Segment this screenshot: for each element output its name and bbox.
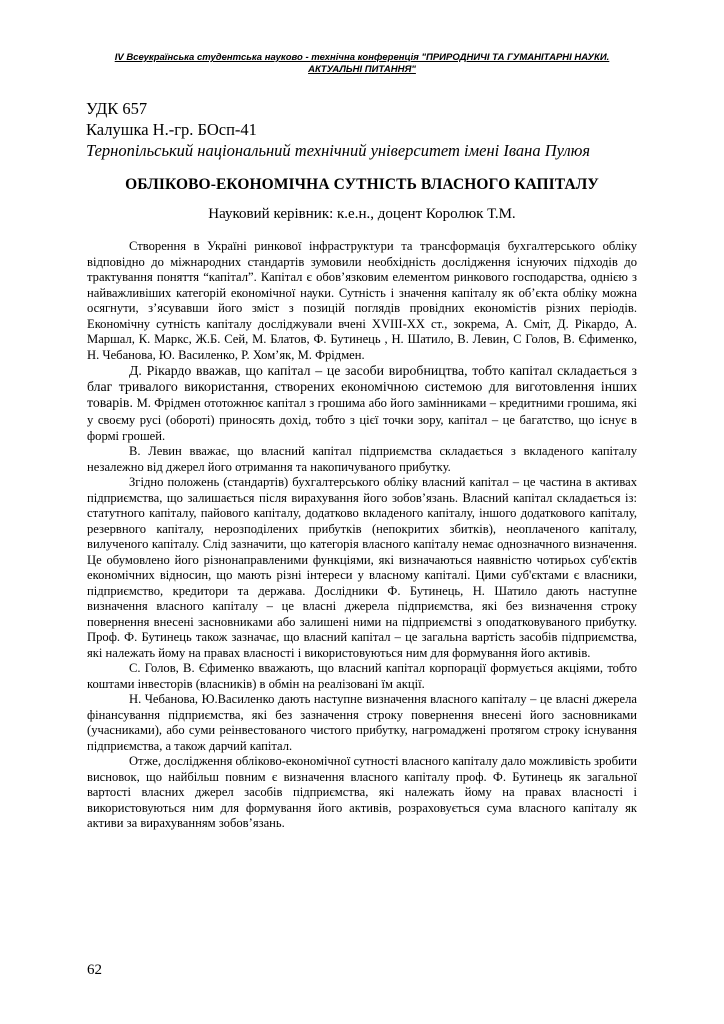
paragraph: Створення в Україні ринкової інфраструктури та трансформація бухгалтерського обліку відповідно до міжнародних стандартів зумовили необхідність дослідження існуючих підходів до трактування поняття “капітал”. Капітал є обов’язковим елементом ринкового господарства, однією з найважливіших категорій економічної науки. Сутність і значення капіталу як об’єкта обліку можна осягнути, з’ясувавши його зміст з позицій поглядів провідних економістів різних періодів. Економічну сутність капіталу досліджували вчені XVIII-XX ст., зокрема, А. Сміт, Д. Рікардо, А. Маршал, К. Маркс, Ж.Б. Сей, М. Блатов, Ф. Бутинець , Н. Шатило, В. Левин, С Голов, В. Єфименко, Н. Чебанова, Ю. Василенко, Р. Хом’як, М. Фрідмен.: [87, 239, 637, 362]
conference-header-line-1: IV Всеукраїнська студентська науково - технічна конференція "ПРИРОДНИЧІ ТА ГУМАНІТАРНІ НАУКИ.: [114, 52, 610, 63]
paragraph: Отже, дослідження обліково-економічної сутності власного капіталу дало можливість зробити висновок, що найбільш повним є визначення власного капіталу проф. Ф. Бутинець як загальної вартості власних джерел засобів підприємства, які належать йому на правах власності і використовуються ним для формування його активів, розраховується сума власного капіталу як активи за вирахуванням зобов’язань.: [87, 754, 637, 831]
paragraph-sentence: М. Фрідмен ототожнює капітал з грошима або його замінниками – кредитними грошима, які у своєму русі (обороті) приносять дохід, тобто з цієї точки зору, капітал – це багатство, що існує в формі грошей.: [87, 396, 637, 443]
article-meta: [86, 98, 646, 161]
paragraph: Н. Чебанова, Ю.Василенко дають наступне визначення власного капіталу – це власні джерела фінансування підприємства, які без зазначення строку повернення внесені його засновниками (учасниками), або суми реінвестованого чистого прибутку, нагромаджені протягом строку існування підприємства, а також дарчий капітал.: [87, 692, 637, 753]
conference-header: [96, 52, 628, 76]
article-body: [87, 239, 637, 832]
author-line: Калушка Н.-гр. БОсп-41: [86, 120, 257, 139]
scientific-advisor: Науковий керівник: к.е.н., доцент Королюк Т.М.: [208, 206, 516, 222]
page-number: 62: [87, 962, 102, 978]
conference-header-line-2: АКТУАЛЬНІ ПИТАННЯ": [308, 64, 416, 75]
paragraph: [87, 363, 637, 444]
paragraph: С. Голов, В. Єфименко вважають, що власний капітал корпорації формується акціями, тобто коштами інвесторів (власників) в обмін на реалізовані їм акції.: [87, 661, 637, 691]
article-title: ОБЛІКОВО-ЕКОНОМІЧНА СУТНІСТЬ ВЛАСНОГО КАПІТАЛУ: [125, 176, 599, 193]
paragraph: В. Левин вважає, що власний капітал підприємства складається з вкладеного капіталу незалежно від джерел його отримання та накопичуваного прибутку.: [87, 444, 637, 474]
udk-code: УДК 657: [86, 99, 148, 118]
university-name: Тернопільський національний технічний університет імені Івана Пулюя: [86, 141, 591, 160]
paragraph-sentence: Д. Рікардо вважав, що капітал – це засоби виробництва, тобто капітал складається з благ тривалого використання, створених економічною системою для виготовлення інших товарів.: [87, 363, 637, 411]
paragraph: Згідно положень (стандартів) бухгалтерського обліку власний капітал – це частина в активах підприємства, що залишається після вирахування його зобов’язань. Власний капітал складається із: статутного капіталу, пайового капіталу, додатково вкладеного капіталу, іншого додаткового капіталу, резервного капіталу, нерозподілених прибутків (непокритих збитків), неоплаченого капіталу, вилученого капіталу. Слід зазначити, що категорія власного капіталу немає однозначного визначення. Це обумовлено його різнонаправленими функціями, які визначаються наявністю чотирьох суб'єктів економічних відносин, що мають різні інтереси у власному капіталі. Цими суб'єктами є власники, підприємство, кредитори та держава. Дослідники Ф. Бутинець, Н. Шатило дають наступне визначення власного капіталу – це власні джерела підприємства, які без визначення строку повернення внесені засновниками або залишені ними на підприємстві з оподатковуваного прибутку. Проф. Ф. Бутинець також зазначає, що власний капітал – це загальна вартість засобів підприємства, які належать йому на правах власності і використовуються ним для формування його активів.: [87, 475, 637, 660]
